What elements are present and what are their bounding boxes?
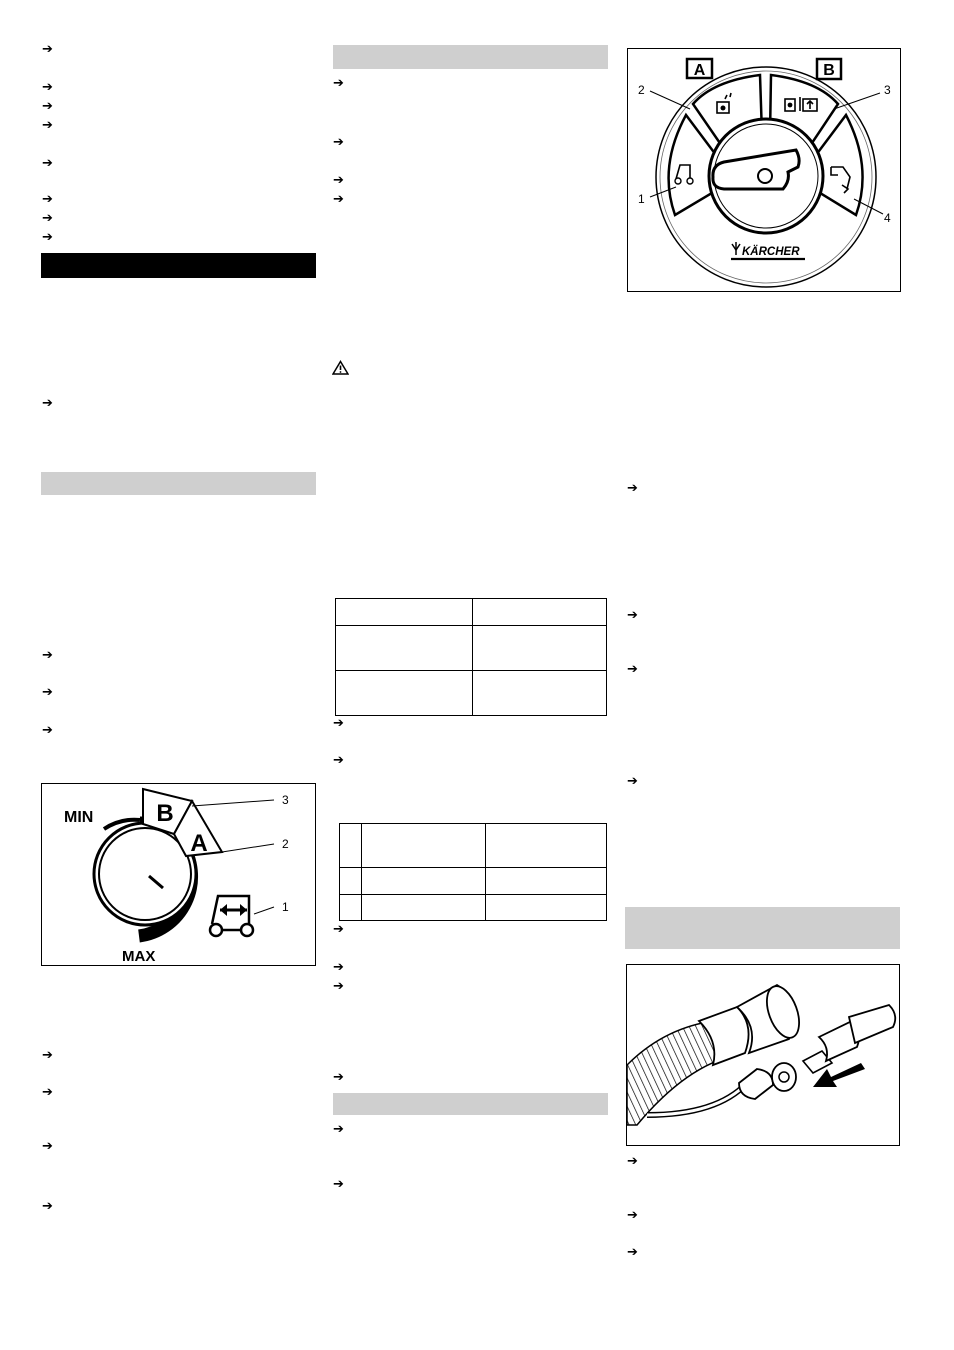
bullet-arrow: ➔	[333, 715, 344, 730]
bullet-arrow: ➔	[333, 959, 344, 974]
bullet-arrow: ➔	[333, 1176, 344, 1191]
data-table-2	[339, 823, 607, 921]
table-cell	[473, 626, 607, 671]
bullet-arrow: ➔	[42, 1084, 53, 1099]
bullet-arrow: ➔	[42, 684, 53, 699]
bullet-arrow: ➔	[42, 155, 53, 170]
table-row	[340, 868, 607, 895]
callout-3: 3	[282, 793, 289, 807]
section-heading-bar	[41, 253, 316, 278]
temperature-knob-illustration	[42, 784, 315, 965]
bullet-arrow: ➔	[333, 1069, 344, 1084]
table-cell	[340, 895, 362, 921]
bullet-arrow: ➔	[333, 752, 344, 767]
bullet-arrow: ➔	[333, 134, 344, 149]
temperature-knob-figure	[41, 783, 316, 966]
position-a-letter: A	[693, 62, 706, 79]
min-label: MIN	[64, 809, 94, 826]
table-cell	[473, 671, 607, 716]
callout-2: 2	[638, 83, 645, 97]
dial-handle-hub	[758, 169, 772, 183]
bullet-arrow: ➔	[42, 41, 53, 56]
bullet-arrow: ➔	[627, 1244, 638, 1259]
bullet-arrow: ➔	[42, 647, 53, 662]
table-cell	[340, 824, 362, 868]
bullet-arrow: ➔	[42, 1198, 53, 1213]
bullet-arrow: ➔	[333, 978, 344, 993]
callout-1: 1	[282, 900, 289, 914]
table-cell	[340, 868, 362, 895]
table-cell	[486, 824, 607, 868]
bullet-arrow: ➔	[42, 229, 53, 244]
bullet-arrow: ➔	[627, 1207, 638, 1222]
callout-2: 2	[282, 837, 289, 851]
bullet-arrow: ➔	[333, 191, 344, 206]
leader-line-2	[650, 91, 690, 109]
bullet-arrow: ➔	[333, 921, 344, 936]
subsection-heading-bar	[625, 907, 900, 949]
callout-1: 1	[638, 192, 645, 206]
selector-dial-illustration	[628, 49, 900, 291]
leader-line-1	[254, 907, 274, 914]
position-b-letter: B	[823, 62, 835, 79]
bullet-arrow: ➔	[333, 1121, 344, 1136]
bullet-arrow: ➔	[627, 1153, 638, 1168]
table-cell	[336, 599, 473, 626]
callout-3: 3	[884, 83, 891, 97]
subsection-heading-bar	[333, 45, 608, 69]
selector-dial-figure	[627, 48, 901, 292]
table-row	[336, 671, 607, 716]
table-row	[340, 824, 607, 868]
table-cell	[362, 824, 486, 868]
segment-b-letter: B	[156, 800, 174, 827]
table-cell	[336, 671, 473, 716]
segment-a-letter: A	[190, 830, 208, 857]
bullet-arrow: ➔	[42, 1047, 53, 1062]
vehicle-movement-icon	[210, 896, 253, 936]
table-row	[336, 626, 607, 671]
subsection-heading-bar	[41, 472, 316, 495]
bullet-arrow: ➔	[42, 395, 53, 410]
bullet-arrow: ➔	[42, 191, 53, 206]
leader-line-2	[222, 844, 274, 852]
data-table-1	[335, 598, 607, 716]
bullet-arrow: ➔	[627, 773, 638, 788]
table-cell	[486, 895, 607, 921]
bullet-arrow: ➔	[627, 607, 638, 622]
union-nut	[739, 1069, 773, 1099]
callout-4: 4	[884, 211, 891, 225]
warning-icon	[332, 360, 349, 375]
bullet-arrow: ➔	[42, 79, 53, 94]
table-cell	[473, 599, 607, 626]
bullet-arrow: ➔	[42, 1138, 53, 1153]
table-cell	[362, 895, 486, 921]
table-row	[340, 895, 607, 921]
bullet-arrow: ➔	[333, 75, 344, 90]
bullet-arrow: ➔	[42, 722, 53, 737]
table-cell	[336, 626, 473, 671]
subsection-heading-bar	[333, 1093, 608, 1115]
table-cell	[486, 868, 607, 895]
table-cell	[362, 868, 486, 895]
leader-line-3	[192, 800, 274, 806]
bullet-arrow: ➔	[627, 661, 638, 676]
bullet-arrow: ➔	[627, 480, 638, 495]
bullet-arrow: ➔	[42, 117, 53, 132]
max-label: MAX	[122, 948, 156, 965]
bullet-arrow: ➔	[42, 98, 53, 113]
bullet-arrow: ➔	[42, 210, 53, 225]
bullet-arrow: ➔	[333, 172, 344, 187]
brand-name: KÄRCHER	[742, 246, 800, 258]
table-row	[336, 599, 607, 626]
hose-connection-illustration	[627, 965, 899, 1145]
hose-connection-figure	[626, 964, 900, 1146]
coupling-sleeve	[849, 1005, 895, 1043]
